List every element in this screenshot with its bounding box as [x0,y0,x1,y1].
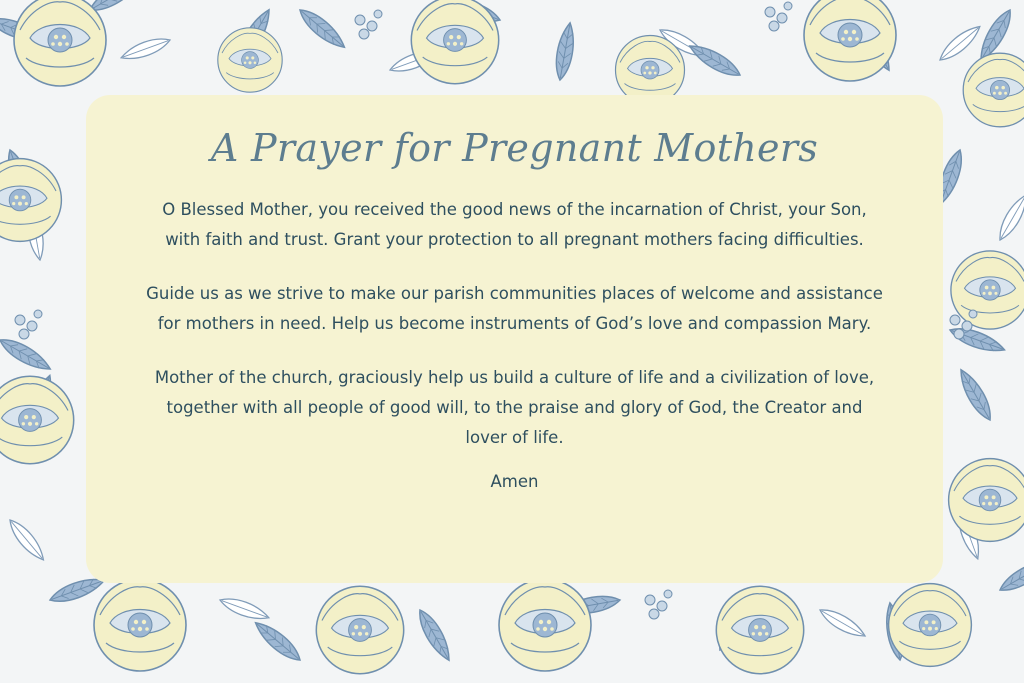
prayer-paragraph-3 [86,363,943,453]
paragraph-2-line-1: Guide us as we strive to make our parish communities places of welcome and assistance [146,284,883,303]
prayer-title: A Prayer for Pregnant Mothers [210,126,819,170]
prayer-closing: Amen [490,472,539,491]
paragraph-3-line-1: Mother of the church, graciously help us build a culture of life and a civilization of love, [154,368,875,387]
paragraph-1-line-1: O Blessed Mother, you received the good news of the incarnation of Christ, your Son, [162,200,867,219]
paragraph-2-line-2: for mothers in need. Help us become instruments of God’s love and compassion Mary. [157,314,872,333]
paragraph-1-line-2: with faith and trust. Grant your protection to all pregnant mothers facing difficulties. [165,230,864,249]
prayer-paragraph-1 [86,195,943,255]
paragraph-3-line-2: together with all people of good will, to the praise and glory of God, the Creator and [166,398,863,417]
prayer-paragraph-2 [86,279,943,339]
prayer-card [86,95,943,583]
paragraph-3-line-3: lover of life. [465,428,564,447]
